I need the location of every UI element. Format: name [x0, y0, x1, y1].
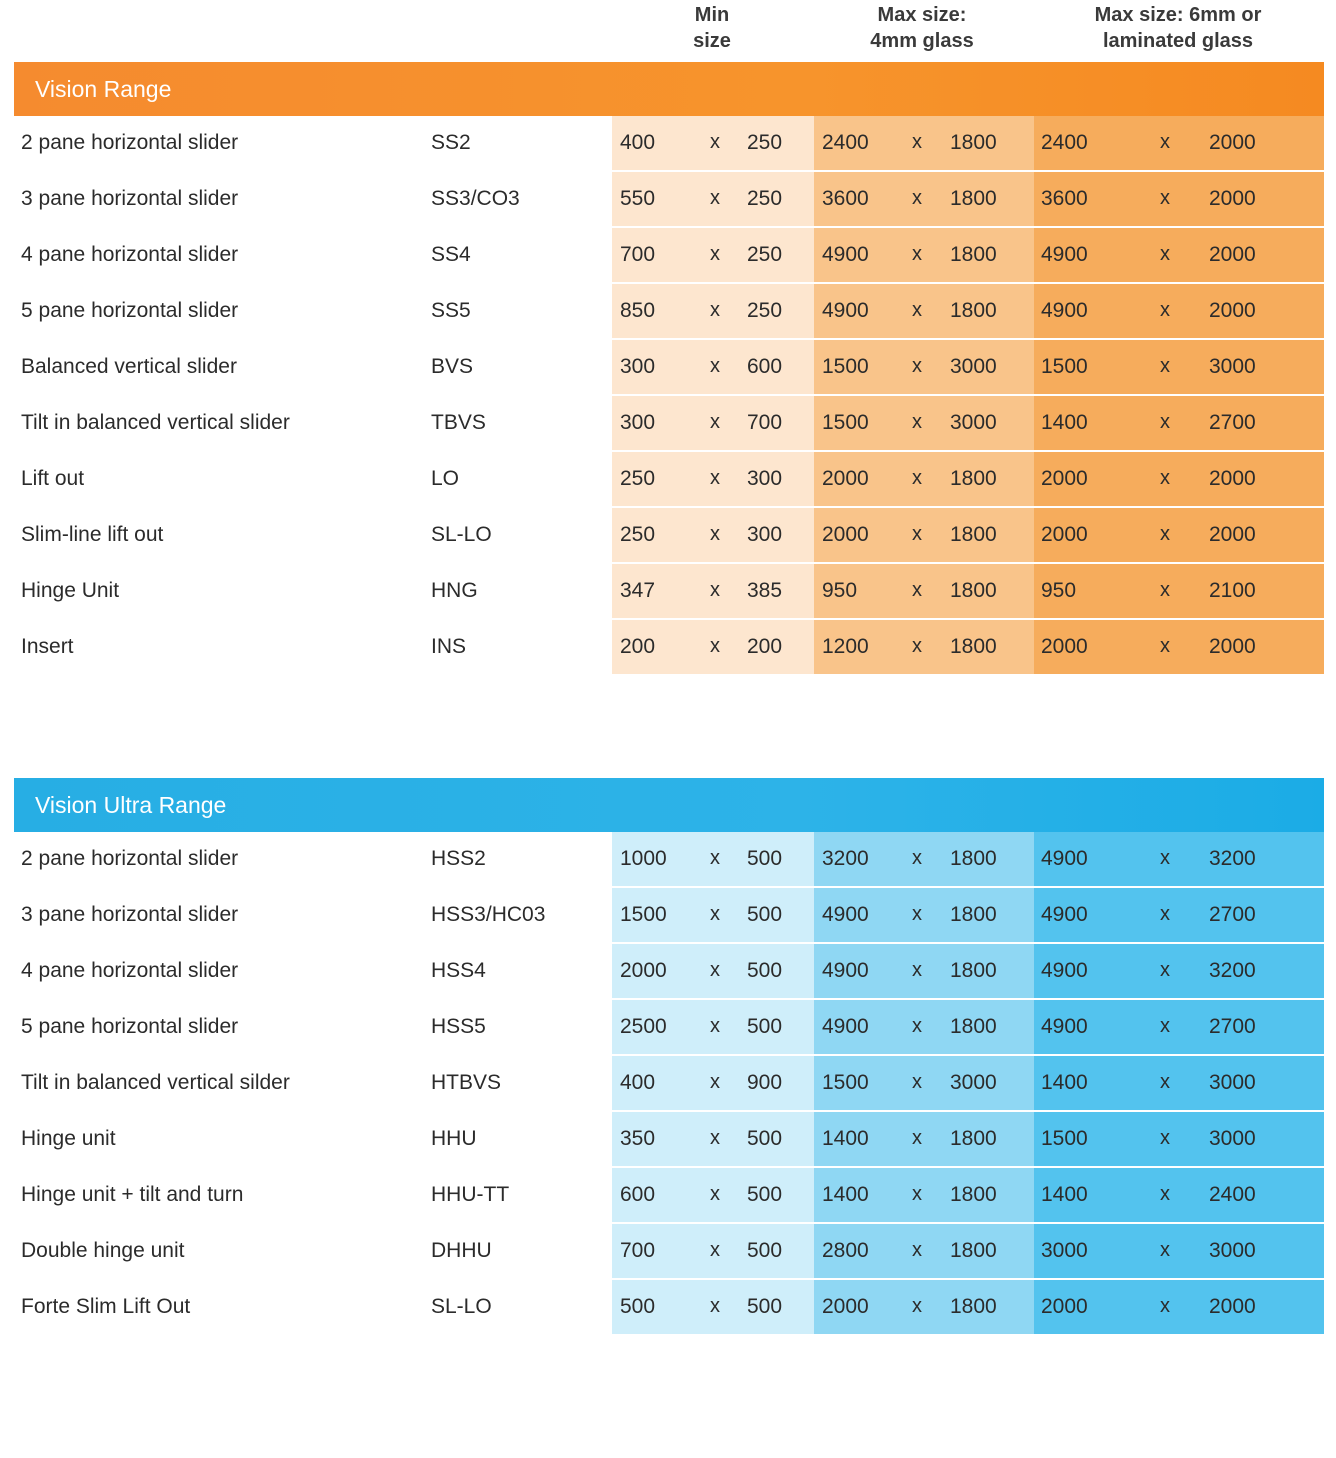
times-symbol: x — [710, 131, 720, 153]
column-header-min-size: Min size — [693, 4, 731, 52]
max4-height-value: 1800 — [950, 579, 997, 602]
max4-width-value: 2400 — [822, 131, 869, 154]
times-symbol: x — [1160, 131, 1170, 153]
times-symbol: x — [1160, 1071, 1170, 1093]
max4-height-value: 1800 — [950, 847, 997, 870]
table-row — [14, 1168, 1324, 1224]
min-width-value: 2000 — [620, 959, 667, 982]
min-height-value: 500 — [747, 847, 783, 870]
table-row — [14, 284, 1324, 340]
times-symbol: x — [912, 1239, 922, 1261]
table-row — [14, 1000, 1324, 1056]
times-symbol: x — [1160, 959, 1170, 981]
times-symbol: x — [1160, 1127, 1170, 1149]
min-width-value: 250 — [620, 467, 656, 490]
column-header-max-4mm: Max size: 4mm glass — [870, 4, 974, 52]
max4-width-value: 2800 — [822, 1239, 869, 1262]
table-row — [14, 1056, 1324, 1112]
max4-height-value: 3000 — [950, 355, 997, 378]
max4-height-value: 1800 — [950, 467, 997, 490]
min-height-value: 700 — [747, 411, 783, 434]
max6-width-value: 1400 — [1041, 1183, 1088, 1206]
times-symbol: x — [1160, 243, 1170, 265]
min-height-value: 385 — [747, 579, 783, 602]
times-symbol: x — [912, 579, 922, 601]
max6-height-value: 3000 — [1209, 1127, 1256, 1150]
product-code: HHU-TT — [431, 1183, 510, 1206]
min-width-value: 600 — [620, 1183, 656, 1206]
max6-width-value: 2000 — [1041, 635, 1088, 658]
times-symbol: x — [710, 187, 720, 209]
max6-width-value: 2000 — [1041, 1295, 1088, 1318]
min-height-value: 250 — [747, 187, 783, 210]
max4-width-value: 4900 — [822, 243, 869, 266]
max6-height-value: 2000 — [1209, 1295, 1256, 1318]
max6-height-value: 2100 — [1209, 579, 1256, 602]
table-row — [14, 508, 1324, 564]
max6-height-value: 2400 — [1209, 1183, 1256, 1206]
product-code: HSS2 — [431, 847, 486, 870]
max4-width-value: 2000 — [822, 523, 869, 546]
max4-width-value: 2000 — [822, 467, 869, 490]
product-code: SS3/CO3 — [431, 187, 520, 210]
max4-width-value: 1400 — [822, 1127, 869, 1150]
min-height-value: 200 — [747, 635, 783, 658]
max6-width-value: 4900 — [1041, 959, 1088, 982]
max4-height-value: 1800 — [950, 131, 997, 154]
product-name: Hinge unit + tilt and turn — [21, 1183, 244, 1206]
max6-width-value: 1500 — [1041, 1127, 1088, 1150]
times-symbol: x — [710, 1015, 720, 1037]
max4-width-value: 1200 — [822, 635, 869, 658]
min-width-value: 1000 — [620, 847, 667, 870]
times-symbol: x — [912, 1071, 922, 1093]
max4-height-value: 1800 — [950, 299, 997, 322]
max6-width-value: 1500 — [1041, 355, 1088, 378]
product-code: DHHU — [431, 1239, 492, 1262]
times-symbol: x — [710, 523, 720, 545]
times-symbol: x — [912, 1183, 922, 1205]
max4-width-value: 950 — [822, 579, 858, 602]
max6-width-value: 4900 — [1041, 903, 1088, 926]
max6-height-value: 3200 — [1209, 847, 1256, 870]
product-code: SL-LO — [431, 523, 492, 546]
product-name: 3 pane horizontal slider — [21, 903, 239, 926]
times-symbol: x — [1160, 187, 1170, 209]
product-code: SS2 — [431, 131, 471, 154]
product-name: 2 pane horizontal slider — [21, 131, 239, 154]
product-name: Double hinge unit — [21, 1239, 185, 1262]
max4-height-value: 1800 — [950, 243, 997, 266]
product-code: INS — [431, 635, 467, 658]
min-width-value: 700 — [620, 243, 656, 266]
product-code: HNG — [431, 579, 478, 602]
times-symbol: x — [710, 1239, 720, 1261]
min-height-value: 300 — [747, 467, 783, 490]
times-symbol: x — [1160, 579, 1170, 601]
min-width-value: 1500 — [620, 903, 667, 926]
min-height-value: 250 — [747, 299, 783, 322]
max6-height-value: 2000 — [1209, 467, 1256, 490]
min-width-value: 550 — [620, 187, 656, 210]
times-symbol: x — [912, 635, 922, 657]
table-row — [14, 888, 1324, 944]
times-symbol: x — [912, 411, 922, 433]
min-height-value: 500 — [747, 1183, 783, 1206]
min-height-value: 500 — [747, 1239, 783, 1262]
product-name: Slim-line lift out — [21, 523, 164, 546]
product-code: SS5 — [431, 299, 471, 322]
max6-height-value: 3200 — [1209, 959, 1256, 982]
times-symbol: x — [710, 243, 720, 265]
table-row — [14, 1280, 1324, 1336]
max6-width-value: 2000 — [1041, 523, 1088, 546]
min-height-value: 500 — [747, 1015, 783, 1038]
min-width-value: 250 — [620, 523, 656, 546]
column-header-max-6mm: Max size: 6mm or laminated glass — [1094, 4, 1262, 52]
times-symbol: x — [710, 903, 720, 925]
max4-width-value: 4900 — [822, 1015, 869, 1038]
product-name: Balanced vertical slider — [21, 355, 237, 378]
times-symbol: x — [710, 847, 720, 869]
max6-height-value: 2000 — [1209, 635, 1256, 658]
max6-height-value: 2000 — [1209, 131, 1256, 154]
max6-height-value: 2000 — [1209, 299, 1256, 322]
times-symbol: x — [710, 467, 720, 489]
product-name: 2 pane horizontal slider — [21, 847, 239, 870]
table-row — [14, 1224, 1324, 1280]
max6-width-value: 1400 — [1041, 1071, 1088, 1094]
times-symbol: x — [912, 847, 922, 869]
max4-width-value: 1500 — [822, 411, 869, 434]
product-name: 4 pane horizontal slider — [21, 959, 239, 982]
table-row — [14, 832, 1324, 888]
product-code: HTBVS — [431, 1071, 502, 1094]
max4-height-value: 1800 — [950, 1127, 997, 1150]
max6-width-value: 3600 — [1041, 187, 1088, 210]
times-symbol: x — [912, 187, 922, 209]
table-row — [14, 228, 1324, 284]
min-width-value: 700 — [620, 1239, 656, 1262]
table-row — [14, 116, 1324, 172]
max4-height-value: 3000 — [950, 1071, 997, 1094]
max4-width-value: 4900 — [822, 903, 869, 926]
max4-height-value: 1800 — [950, 1015, 997, 1038]
max6-width-value: 950 — [1041, 579, 1077, 602]
times-symbol: x — [912, 1015, 922, 1037]
max4-height-value: 1800 — [950, 523, 997, 546]
times-symbol: x — [710, 1127, 720, 1149]
max6-width-value: 4900 — [1041, 243, 1088, 266]
min-width-value: 350 — [620, 1127, 656, 1150]
max6-height-value: 2000 — [1209, 187, 1256, 210]
product-name: Hinge unit — [21, 1127, 116, 1150]
min-height-value: 600 — [747, 355, 783, 378]
min-width-value: 500 — [620, 1295, 656, 1318]
product-code: HSS4 — [431, 959, 486, 982]
max4-height-value: 3000 — [950, 411, 997, 434]
max6-height-value: 3000 — [1209, 1239, 1256, 1262]
min-height-value: 500 — [747, 903, 783, 926]
times-symbol: x — [1160, 411, 1170, 433]
min-width-value: 347 — [620, 579, 656, 602]
table-row — [14, 944, 1324, 1000]
product-code: SS4 — [431, 243, 471, 266]
times-symbol: x — [912, 1127, 922, 1149]
section-title-band: Vision Ultra Range — [14, 778, 1324, 832]
product-code: TBVS — [431, 411, 486, 434]
min-width-value: 400 — [620, 1071, 656, 1094]
table-row — [14, 452, 1324, 508]
product-name: 5 pane horizontal slider — [21, 1015, 239, 1038]
times-symbol: x — [1160, 1183, 1170, 1205]
times-symbol: x — [912, 959, 922, 981]
min-width-value: 850 — [620, 299, 656, 322]
max6-width-value: 2400 — [1041, 131, 1088, 154]
table-row — [14, 396, 1324, 452]
max4-width-value: 4900 — [822, 299, 869, 322]
times-symbol: x — [912, 299, 922, 321]
product-name: Insert — [21, 635, 74, 658]
section-title-band: Vision Range — [14, 62, 1324, 116]
times-symbol: x — [1160, 903, 1170, 925]
max6-width-value: 1400 — [1041, 411, 1088, 434]
max4-height-value: 1800 — [950, 903, 997, 926]
times-symbol: x — [710, 959, 720, 981]
times-symbol: x — [912, 1295, 922, 1317]
times-symbol: x — [710, 355, 720, 377]
min-height-value: 250 — [747, 243, 783, 266]
times-symbol: x — [1160, 467, 1170, 489]
max6-height-value: 2700 — [1209, 903, 1256, 926]
product-name: Tilt in balanced vertical slider — [21, 411, 290, 434]
min-width-value: 200 — [620, 635, 656, 658]
max6-height-value: 3000 — [1209, 1071, 1256, 1094]
times-symbol: x — [1160, 1015, 1170, 1037]
min-height-value: 900 — [747, 1071, 783, 1094]
product-code: HSS5 — [431, 1015, 486, 1038]
max6-width-value: 3000 — [1041, 1239, 1088, 1262]
max6-height-value: 2000 — [1209, 523, 1256, 546]
times-symbol: x — [1160, 1239, 1170, 1261]
product-name: 5 pane horizontal slider — [21, 299, 239, 322]
times-symbol: x — [1160, 1295, 1170, 1317]
product-name: 3 pane horizontal slider — [21, 187, 239, 210]
product-name: 4 pane horizontal slider — [21, 243, 239, 266]
max4-height-value: 1800 — [950, 1239, 997, 1262]
times-symbol: x — [1160, 847, 1170, 869]
times-symbol: x — [710, 635, 720, 657]
vision-range-section — [14, 62, 1324, 676]
max6-width-value: 4900 — [1041, 299, 1088, 322]
max4-width-value: 3600 — [822, 187, 869, 210]
max4-width-value: 3200 — [822, 847, 869, 870]
table-row — [14, 340, 1324, 396]
table-row — [14, 172, 1324, 228]
times-symbol: x — [912, 467, 922, 489]
product-code: HSS3/HC03 — [431, 903, 546, 926]
min-height-value: 500 — [747, 1295, 783, 1318]
times-symbol: x — [710, 411, 720, 433]
max4-width-value: 4900 — [822, 959, 869, 982]
product-code: HHU — [431, 1127, 477, 1150]
product-name: Tilt in balanced vertical silder — [21, 1071, 290, 1094]
times-symbol: x — [710, 579, 720, 601]
times-symbol: x — [710, 1295, 720, 1317]
table-row — [14, 620, 1324, 676]
max6-height-value: 2700 — [1209, 411, 1256, 434]
times-symbol: x — [912, 523, 922, 545]
min-width-value: 400 — [620, 131, 656, 154]
times-symbol: x — [1160, 299, 1170, 321]
min-width-value: 300 — [620, 355, 656, 378]
max4-width-value: 1500 — [822, 1071, 869, 1094]
times-symbol: x — [710, 299, 720, 321]
max6-height-value: 2000 — [1209, 243, 1256, 266]
table-row — [14, 564, 1324, 620]
min-width-value: 300 — [620, 411, 656, 434]
times-symbol: x — [1160, 523, 1170, 545]
times-symbol: x — [912, 355, 922, 377]
product-name: Lift out — [21, 467, 85, 490]
vision-ultra-range-section — [14, 778, 1324, 1336]
max4-height-value: 1800 — [950, 1183, 997, 1206]
times-symbol: x — [710, 1183, 720, 1205]
min-height-value: 250 — [747, 131, 783, 154]
max6-width-value: 4900 — [1041, 1015, 1088, 1038]
max6-width-value: 4900 — [1041, 847, 1088, 870]
max4-height-value: 1800 — [950, 1295, 997, 1318]
max4-height-value: 1800 — [950, 187, 997, 210]
times-symbol: x — [912, 131, 922, 153]
product-name: Hinge Unit — [21, 579, 120, 602]
max6-height-value: 2700 — [1209, 1015, 1256, 1038]
min-height-value: 300 — [747, 523, 783, 546]
max4-height-value: 1800 — [950, 959, 997, 982]
times-symbol: x — [912, 243, 922, 265]
times-symbol: x — [1160, 635, 1170, 657]
max4-height-value: 1800 — [950, 635, 997, 658]
min-height-value: 500 — [747, 1127, 783, 1150]
product-code: SL-LO — [431, 1295, 492, 1318]
min-height-value: 500 — [747, 959, 783, 982]
product-code: BVS — [431, 355, 474, 378]
product-code: LO — [431, 467, 460, 490]
times-symbol: x — [912, 903, 922, 925]
table-row — [14, 1112, 1324, 1168]
min-width-value: 2500 — [620, 1015, 667, 1038]
times-symbol: x — [710, 1071, 720, 1093]
max4-width-value: 1500 — [822, 355, 869, 378]
max4-width-value: 1400 — [822, 1183, 869, 1206]
max6-width-value: 2000 — [1041, 467, 1088, 490]
max4-width-value: 2000 — [822, 1295, 869, 1318]
max6-height-value: 3000 — [1209, 355, 1256, 378]
product-name: Forte Slim Lift Out — [21, 1295, 191, 1318]
times-symbol: x — [1160, 355, 1170, 377]
max-6mm-cell — [1034, 564, 1324, 618]
